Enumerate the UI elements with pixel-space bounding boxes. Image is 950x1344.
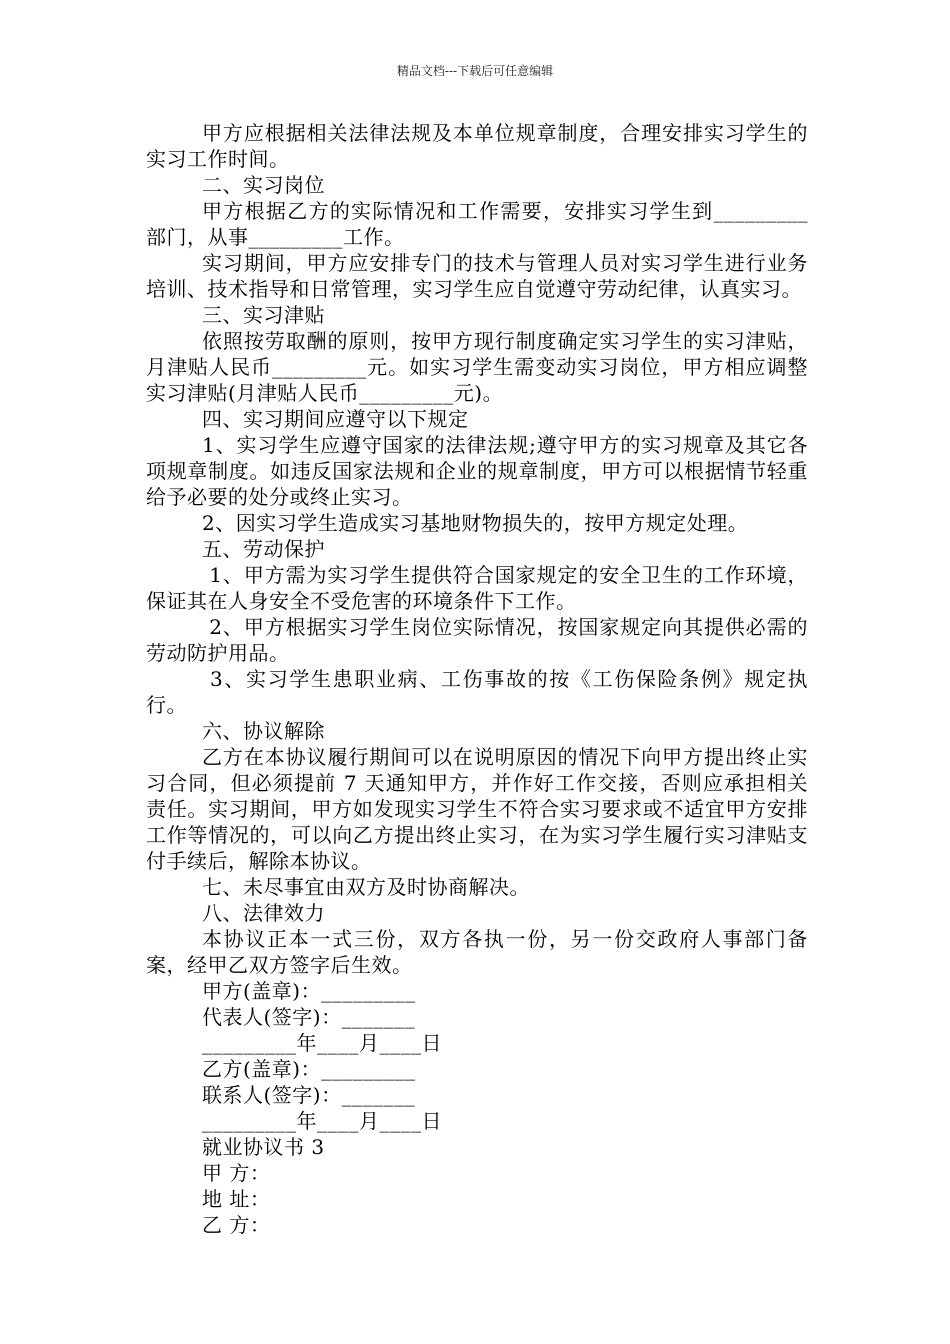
- page-header: 精品文档---下载后可任意编辑: [396, 64, 554, 78]
- paragraph: 1、甲方需为实习学生提供符合国家规定的安全卫生的工作环境，保证其在人身安全不受危害的环境条件下工作。: [146, 563, 809, 613]
- paragraph: 就业协议书 3: [202, 1135, 325, 1159]
- paragraph: 二、实习岗位: [202, 173, 325, 197]
- paragraph: _________年____月____日: [202, 1031, 442, 1055]
- paragraph: 乙方在本协议履行期间可以在说明原因的情况下向甲方提出终止实习合同，但必须提前 7 天通知甲方，并作好工作交接，否则应承担相关责任。实习期间，甲方如发现实习学生不符合实习要求或不适宜甲方安排工作等情况的，可以向乙方提出终止实习，在为实习学生履行实习津贴支付手续后，解除本协议。: [146, 745, 808, 873]
- paragraph: 三、实习津贴: [202, 303, 325, 327]
- paragraph: 代表人(签字)：_______: [202, 1005, 416, 1029]
- paragraph: 八、法律效力: [202, 901, 325, 925]
- document-body: [146, 120, 808, 1238]
- paragraph: 乙方(盖章)：_________: [202, 1057, 416, 1081]
- paragraph: 六、协议解除: [202, 719, 325, 743]
- paragraph: _________年____月____日: [202, 1109, 442, 1133]
- paragraph: 2、甲方根据实习学生岗位实际情况，按国家规定向其提供必需的劳动防护用品。: [146, 615, 809, 665]
- paragraph: 四、实习期间应遵守以下规定: [202, 407, 469, 431]
- paragraph: 地 址：: [202, 1187, 271, 1211]
- paragraph: 3、实习学生患职业病、工伤事故的按《工伤保险条例》规定执行。: [146, 667, 808, 717]
- paragraph: 实习期间，甲方应安排专门的技术与管理人员对实习学生进行业务培训、技术指导和日常管理，实习学生应自觉遵守劳动纪律，认真实习。: [146, 251, 808, 301]
- paragraph: 五、劳动保护: [202, 537, 325, 561]
- paragraph: 甲方(盖章)：_________: [202, 979, 416, 1003]
- paragraph: 1、实习学生应遵守国家的法律法规;遵守甲方的实习规章及其它各项规章制度。如违反国家法规和企业的规章制度，甲方可以根据情节轻重给予必要的处分或终止实习。: [146, 433, 808, 509]
- paragraph: 依照按劳取酬的原则，按甲方现行制度确定实习学生的实习津贴，月津贴人民币_________元。如实习学生需变动实习岗位，甲方相应调整实习津贴(月津贴人民币_________元)。: [146, 329, 808, 405]
- paragraph: 本协议正本一式三份，双方各执一份，另一份交政府人事部门备案，经甲乙双方签字后生效。: [146, 927, 808, 977]
- paragraph: 甲方根据乙方的实际情况和工作需要，安排实习学生到_________部门，从事_________工作。: [146, 199, 808, 249]
- paragraph: 2、因实习学生造成实习基地财物损失的，按甲方规定处理。: [202, 511, 749, 535]
- paragraph: 甲方应根据相关法律法规及本单位规章制度，合理安排实习学生的实习工作时间。: [146, 121, 808, 171]
- paragraph: 乙 方：: [202, 1213, 271, 1237]
- paragraph: 甲 方：: [202, 1161, 271, 1185]
- paragraph: 七、未尽事宜由双方及时协商解决。: [202, 875, 530, 899]
- paragraph: 联系人(签字)：_______: [202, 1083, 416, 1107]
